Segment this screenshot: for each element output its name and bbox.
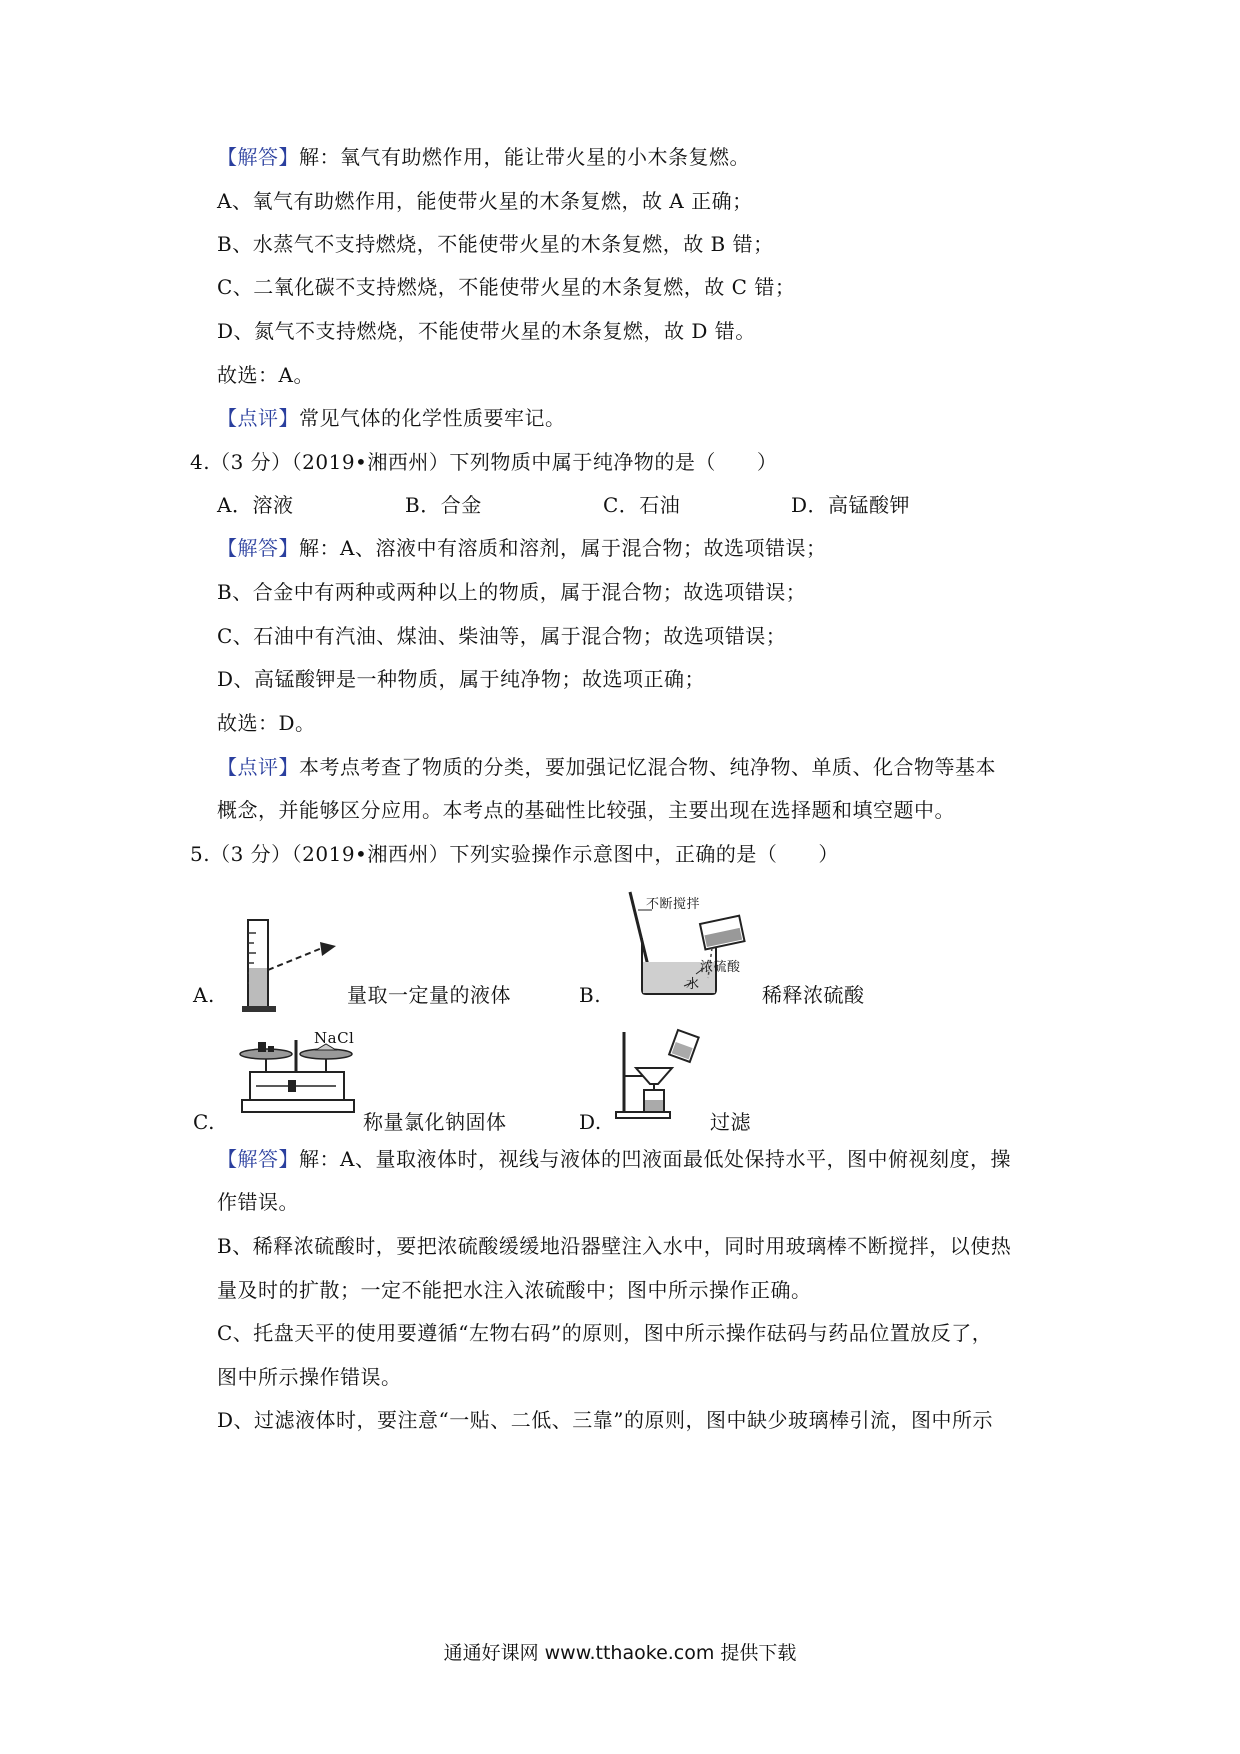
q5-answer-b2: 量及时的扩散；一定不能把水注入浓硫酸中；图中所示操作正确。 <box>217 1278 812 1302</box>
q4-option-d: D．高锰酸钾 <box>791 493 911 517</box>
q3-comment-text: 常见气体的化学性质要牢记。 <box>299 406 566 430</box>
q3-option-b: B、水蒸气不支持燃烧，不能使带火星的木条复燃，故 B 错； <box>217 232 774 256</box>
q5-answer-c1: C、托盘天平的使用要遵循“左物右码”的原则，图中所示操作砝码与药品位置放反了， <box>217 1321 993 1345</box>
q4-options <box>217 490 910 520</box>
q4-comment-line <box>217 752 996 782</box>
figure-b-letter: B. <box>579 983 602 1007</box>
q5-answer-line2: 作错误。 <box>217 1190 299 1214</box>
figure-b-label-water: 水 <box>686 977 700 992</box>
q3-comment-line <box>217 403 566 433</box>
figure-d-caption: 过滤 <box>710 1110 751 1134</box>
page-footer: 通通好课网 www.tthaoke.com 提供下载 <box>443 1642 797 1664</box>
figure-c-label-nacl: NaCl <box>314 1029 355 1047</box>
q5-answer-c2: 图中所示操作错误。 <box>217 1365 402 1389</box>
figure-a-letter: A. <box>193 983 215 1007</box>
q4-comment-text: 本考点考查了物质的分类，要加强记忆混合物、纯净物、单质、化合物等基本 <box>299 755 996 779</box>
q3-answer-line <box>217 142 750 172</box>
q4-stem: 4.（3 分）（2019•湘西州）下列物质中属于纯净物的是（ ） <box>190 450 778 474</box>
answer-tag: 【解答】 <box>217 1147 299 1171</box>
figure-a-caption: 量取一定量的液体 <box>347 983 511 1007</box>
figure-c-caption: 称量氯化钠固体 <box>363 1110 507 1134</box>
q4-option-b: B．合金 <box>405 493 482 517</box>
q4-comment-line2: 概念，并能够区分应用。本考点的基础性比较强，主要出现在选择题和填空题中。 <box>217 798 955 822</box>
q4-option-a: A．溶液 <box>217 493 294 517</box>
q4-answer-text: 解：A、溶液中有溶质和溶剂，属于混合物；故选项错误； <box>299 536 827 560</box>
q5-answer-d1: D、过滤液体时，要注意“一贴、二低、三靠”的原则，图中缺少玻璃棒引流，图中所示 <box>217 1408 993 1432</box>
q3-option-c: C、二氧化碳不支持燃烧，不能使带火星的木条复燃，故 C 错； <box>217 275 796 299</box>
figure-b-label-stir: 不断搅拌 <box>646 897 701 912</box>
figure-c-letter: C. <box>193 1110 215 1134</box>
q5-answer-text: 解：A、量取液体时，视线与液体的凹液面最低处保持水平，图中俯视刻度，操 <box>299 1147 1011 1171</box>
answer-tag: 【解答】 <box>217 536 299 560</box>
q4-option-c: C．石油 <box>603 493 681 517</box>
q4-answer-c: C、石油中有汽油、煤油、柴油等，属于混合物；故选项错误； <box>217 624 787 648</box>
q4-answer-line <box>217 533 826 563</box>
figure-b-caption: 稀释浓硫酸 <box>762 983 865 1007</box>
q5-answer-b1: B、稀释浓硫酸时，要把浓硫酸缓缓地沿器壁注入水中，同时用玻璃棒不断搅拌，以使热 <box>217 1234 1012 1258</box>
answer-tag: 【解答】 <box>217 145 299 169</box>
q4-answer-b: B、合金中有两种或两种以上的物质，属于混合物；故选项错误； <box>217 580 807 604</box>
q4-choice: 故选：D。 <box>217 711 316 735</box>
q3-answer-text: 解：氧气有助燃作用，能让带火星的小木条复燃。 <box>299 145 750 169</box>
q5-stem: 5.（3 分）（2019•湘西州）下列实验操作示意图中，正确的是（ ） <box>190 842 839 866</box>
q3-option-a: A、氧气有助燃作用，能使带火星的木条复燃，故 A 正确； <box>217 189 753 213</box>
comment-tag: 【点评】 <box>217 406 299 430</box>
q4-answer-d: D、高锰酸钾是一种物质，属于纯净物；故选项正确； <box>217 667 706 691</box>
figure-d-filtration <box>614 1026 720 1122</box>
q3-option-d: D、氮气不支持燃烧，不能使带火星的木条复燃，故 D 错。 <box>217 319 756 343</box>
figure-b-label-acid: 浓硫酸 <box>700 960 741 975</box>
q3-choice: 故选：A。 <box>217 363 314 387</box>
comment-tag: 【点评】 <box>217 755 299 779</box>
q5-answer-line <box>217 1144 1011 1174</box>
figure-d-letter: D. <box>579 1110 602 1134</box>
